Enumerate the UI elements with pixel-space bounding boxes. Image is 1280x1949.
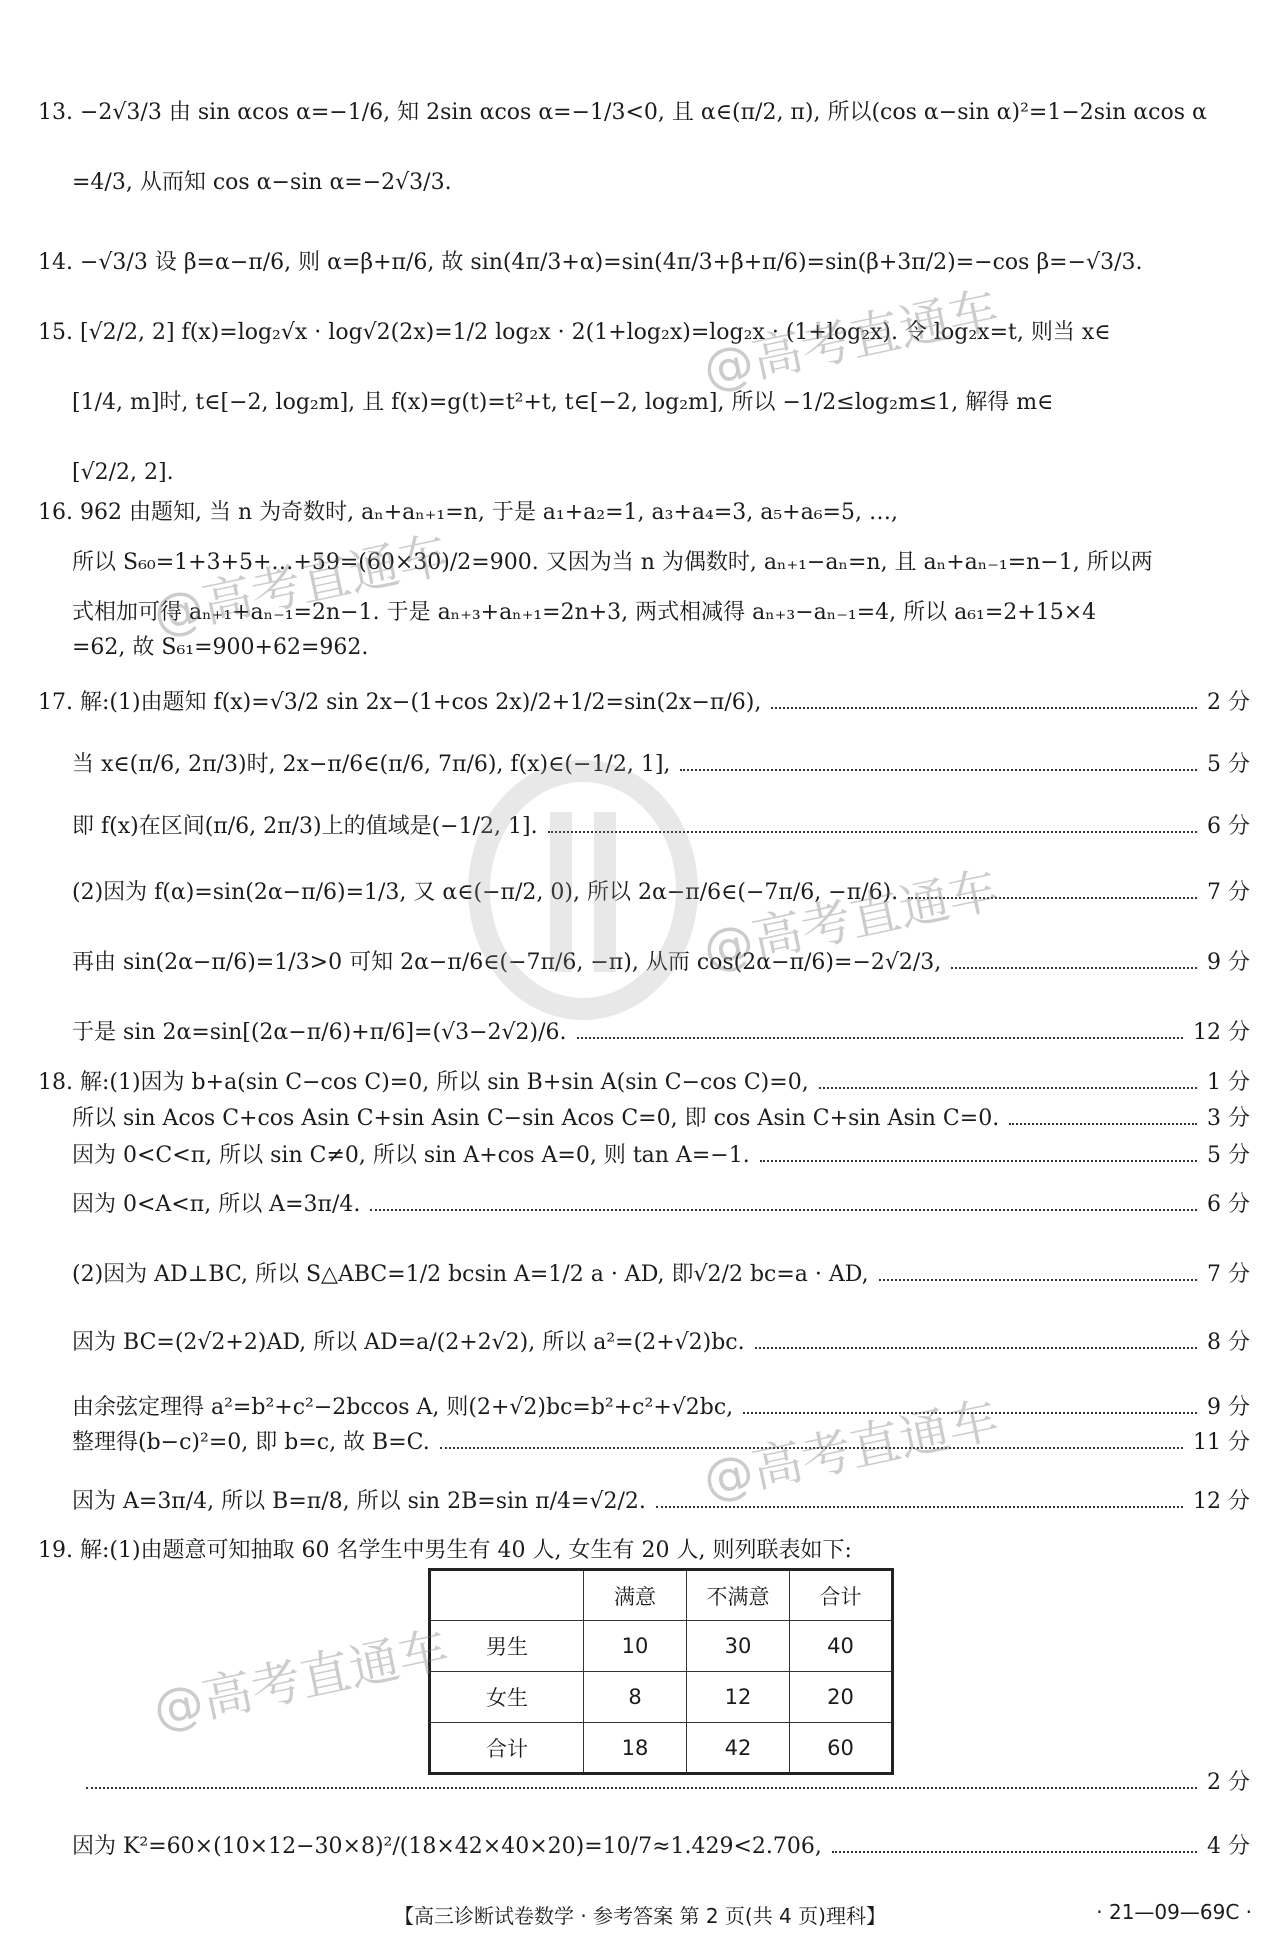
solution-step-line <box>72 1428 1250 1458</box>
solution-step-line <box>72 878 1250 908</box>
leader-dots <box>548 831 1197 833</box>
table-cell <box>430 1570 584 1621</box>
solution-step-text: 所以 sin Acos C+cos Asin C+sin Asin C−sin Acos C=0, 即 cos Asin C+sin Asin C=0. <box>72 1106 1000 1131</box>
score-label: 6 分 <box>1207 1192 1250 1217</box>
solution-step-text: 18. 解:(1)因为 b+a(sin C−cos C)=0, 所以 sin B+sin A(sin C−cos C)=0, <box>38 1070 809 1095</box>
score-label: 4 分 <box>1207 1834 1250 1859</box>
answer-line: 16. 962 由题知, 当 n 为奇数时, aₙ+aₙ₊₁=n, 于是 a₁+a₂=1, a₃+a₄=3, a₅+a₆=5, …, <box>38 500 898 525</box>
footer-code: · 21—09—69C · <box>1096 1900 1252 1924</box>
score-label: 6 分 <box>1207 814 1250 839</box>
leader-dots <box>832 1851 1197 1853</box>
watermark: @高考直通车 <box>698 1390 1004 1510</box>
solution-step-line <box>72 1260 1250 1290</box>
score-label: 7 分 <box>1207 880 1250 905</box>
leader-dots <box>760 1160 1197 1162</box>
table-cell: 10 <box>584 1621 687 1672</box>
k2-formula: 因为 K²=60×(10×12−30×8)²/(18×42×40×20)=10/7≈1.429<2.706, <box>72 1834 822 1859</box>
table-row <box>430 1621 893 1672</box>
answer-line: =4/3, 从而知 cos α−sin α=−2√3/3. <box>72 170 452 195</box>
score-label: 8 分 <box>1207 1330 1250 1355</box>
leader-dots <box>680 769 1197 771</box>
score-label: 12 分 <box>1193 1489 1250 1514</box>
table-cell: 30 <box>687 1621 790 1672</box>
q19-table-score-line <box>38 1768 1250 1798</box>
score-label: 9 分 <box>1207 1395 1250 1420</box>
watermark: @高考直通车 <box>698 280 1004 400</box>
score-label: 3 分 <box>1207 1106 1250 1131</box>
table-cell: 男生 <box>430 1621 584 1672</box>
solution-step-line <box>72 750 1250 780</box>
table-cell: 8 <box>584 1672 687 1723</box>
leader-dots <box>819 1087 1197 1089</box>
answer-line: 13. −2√3/3 由 sin αcos α=−1/6, 知 2sin αcos α=−1/3<0, 且 α∈(π/2, π), 所以(cos α−sin α)²=1−2sin αcos α <box>38 100 1207 125</box>
table-cell: 合计 <box>790 1570 893 1621</box>
answer-line: 15. [√2/2, 2] f(x)=log₂√x · log√2(2x)=1/2 log₂x · 2(1+log₂x)=log₂x · (1+log₂x). 令 log₂x=t, 则当 x∈ <box>38 320 1111 345</box>
leader-dots <box>370 1209 1197 1211</box>
solution-step-line <box>38 688 1250 718</box>
solution-step-text: (2)因为 f(α)=sin(2α−π/6)=1/3, 又 α∈(−π/2, 0), 所以 2α−π/6∈(−7π/6, −π/6). <box>72 880 899 905</box>
table-cell: 女生 <box>430 1672 584 1723</box>
solution-step-line <box>72 1104 1250 1134</box>
leader-dots <box>879 1279 1197 1281</box>
table-cell: 42 <box>687 1723 790 1774</box>
answer-line: [√2/2, 2]. <box>72 460 174 485</box>
table-cell: 12 <box>687 1672 790 1723</box>
solution-step-text: 因为 0<C<π, 所以 sin C≠0, 所以 sin A+cos A=0, 则 tan A=−1. <box>72 1143 750 1168</box>
solution-step-text: 即 f(x)在区间(π/6, 2π/3)上的值域是(−1/2, 1]. <box>72 814 538 839</box>
solution-step-text: 因为 BC=(2√2+2)AD, 所以 AD=a/(2+2√2), 所以 a²=(2+√2)bc. <box>72 1330 745 1355</box>
solution-step-line <box>72 1190 1250 1220</box>
footer-title: 【高三诊断试卷数学 · 参考答案 第 2 页(共 4 页)理科】 <box>394 1904 886 1928</box>
leader-dots <box>1009 1123 1197 1125</box>
table-row <box>430 1672 893 1723</box>
solution-step-line <box>72 1487 1250 1517</box>
score-label: 2 分 <box>1207 690 1250 715</box>
leader-dots <box>577 1037 1183 1039</box>
leader-dots <box>951 967 1197 969</box>
table-cell: 满意 <box>584 1570 687 1621</box>
watermark: @高考直通车 <box>148 1620 454 1740</box>
score-label: 7 分 <box>1207 1262 1250 1287</box>
leader-dots <box>908 897 1197 899</box>
table-cell: 不满意 <box>687 1570 790 1621</box>
leader-dots <box>771 707 1197 709</box>
table-cell: 20 <box>790 1672 893 1723</box>
table-header-row <box>430 1570 893 1621</box>
leader-dots <box>440 1447 1183 1449</box>
solution-step-text: (2)因为 AD⊥BC, 所以 S△ABC=1/2 bcsin A=1/2 a · AD, 即√2/2 bc=a · AD, <box>72 1262 869 1287</box>
leader-dots <box>86 1787 1197 1789</box>
answer-line: 式相加可得 aₙ₊₁+aₙ₋₁=2n−1. 于是 aₙ₊₃+aₙ₊₁=2n+3, 两式相减得 aₙ₊₃−aₙ₋₁=4, 所以 a₆₁=2+15×4 <box>72 600 1097 625</box>
answer-line: =62, 故 S₆₁=900+62=962. <box>72 635 369 660</box>
solution-step-text: 当 x∈(π/6, 2π/3)时, 2x−π/6∈(π/6, 7π/6), f(x)∈(−1/2, 1], <box>72 752 671 777</box>
answer-line: 所以 S₆₀=1+3+5+…+59=(60×30)/2=900. 又因为当 n 为偶数时, aₙ₊₁−aₙ=n, 且 aₙ+aₙ₋₁=n−1, 所以两 <box>72 550 1153 575</box>
q19-intro: 19. 解:(1)由题意可知抽取 60 名学生中男生有 40 人, 女生有 20 人, 则列联表如下: <box>38 1538 852 1563</box>
score-label: 1 分 <box>1207 1070 1250 1095</box>
solution-step-line <box>72 1141 1250 1171</box>
solution-step-text: 于是 sin 2α=sin[(2α−π/6)+π/6]=(√3−2√2)/6. <box>72 1020 567 1045</box>
table-cell: 18 <box>584 1723 687 1774</box>
solution-step-line <box>72 1018 1250 1048</box>
leader-dots <box>656 1506 1183 1508</box>
table-row <box>430 1723 893 1774</box>
solution-step-text: 因为 A=3π/4, 所以 B=π/8, 所以 sin 2B=sin π/4=√2/2. <box>72 1489 646 1514</box>
answer-line: 14. −√3/3 设 β=α−π/6, 则 α=β+π/6, 故 sin(4π/3+α)=sin(4π/3+β+π/6)=sin(β+3π/2)=−cos β=−√3/3. <box>38 250 1143 275</box>
score-label: 5 分 <box>1207 752 1250 777</box>
score-label: 12 分 <box>1193 1020 1250 1045</box>
table-cell: 40 <box>790 1621 893 1672</box>
answer-line: [1/4, m]时, t∈[−2, log₂m], 且 f(x)=g(t)=t²+t, t∈[−2, log₂m], 所以 −1/2≤log₂m≤1, 解得 m∈ <box>72 390 1054 415</box>
watermark: @高考直通车 <box>148 525 454 645</box>
solution-step-line <box>72 812 1250 842</box>
solution-step-line <box>72 948 1250 978</box>
score-label: 11 分 <box>1193 1430 1250 1455</box>
solution-step-line <box>72 1393 1250 1423</box>
leader-dots <box>743 1412 1197 1414</box>
leader-dots <box>755 1347 1197 1349</box>
solution-step-text: 因为 0<A<π, 所以 A=3π/4. <box>72 1192 361 1217</box>
watermark: @高考直通车 <box>698 860 1004 980</box>
table-cell: 合计 <box>430 1723 584 1774</box>
contingency-table <box>428 1568 894 1775</box>
solution-step-text: 再由 sin(2α−π/6)=1/3>0 可知 2α−π/6∈(−7π/6, −π), 从而 cos(2α−π/6)=−2√2/3, <box>72 950 942 975</box>
solution-step-text: 整理得(b−c)²=0, 即 b=c, 故 B=C. <box>72 1430 430 1455</box>
solution-step-line <box>72 1328 1250 1358</box>
solution-step-text: 17. 解:(1)由题知 f(x)=√3/2 sin 2x−(1+cos 2x)/2+1/2=sin(2x−π/6), <box>38 690 762 715</box>
solution-step-line <box>38 1068 1250 1098</box>
score-label: 2 分 <box>1207 1770 1250 1795</box>
table-cell: 60 <box>790 1723 893 1774</box>
q19-k2-line <box>72 1832 1250 1862</box>
score-label: 9 分 <box>1207 950 1250 975</box>
solution-step-text: 由余弦定理得 a²=b²+c²−2bccos A, 则(2+√2)bc=b²+c²+√2bc, <box>72 1395 734 1420</box>
score-label: 5 分 <box>1207 1143 1250 1168</box>
